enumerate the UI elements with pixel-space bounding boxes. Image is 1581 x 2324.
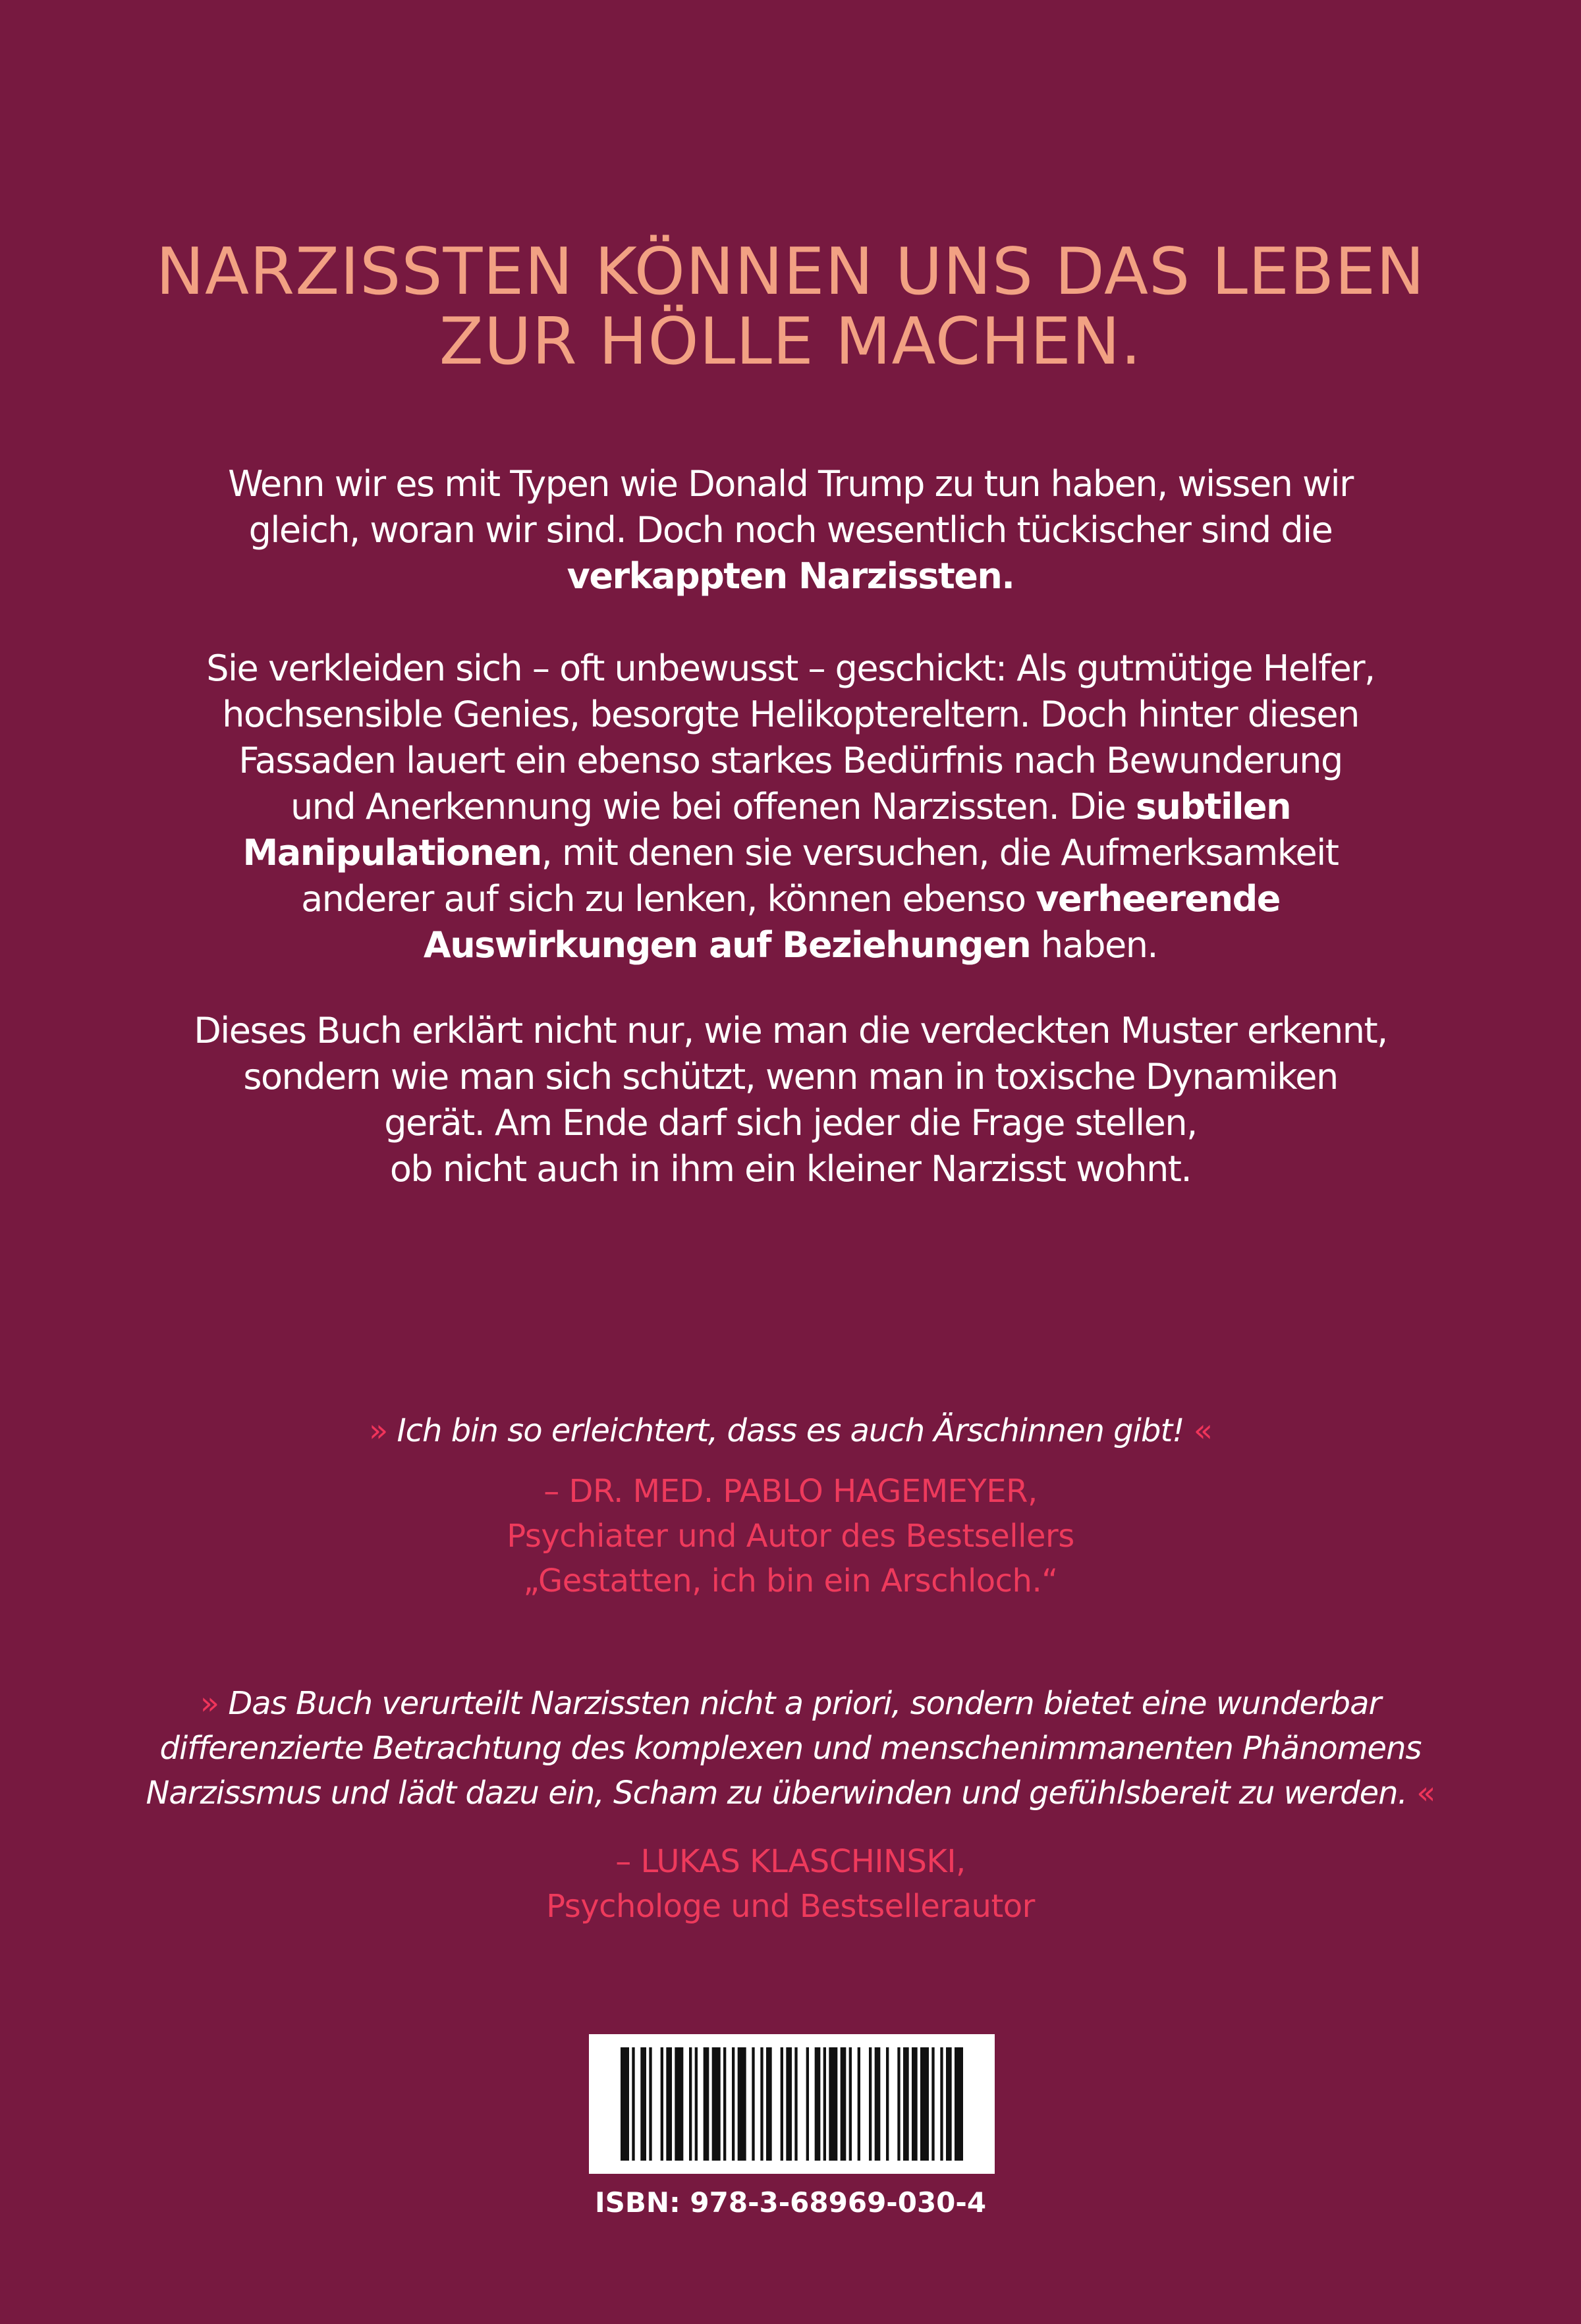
attribution-name: – DR. MED. PABLO HAGEMEYER,: [543, 1473, 1038, 1510]
barcode-bar: [849, 2047, 852, 2161]
barcode-bar: [903, 2047, 909, 2161]
barcode-bar: [675, 2047, 683, 2161]
barcode-bar: [712, 2047, 721, 2161]
testimonial-quote-1: [0, 1408, 1581, 1453]
bold-phrase: Auswirkungen auf Beziehungen: [423, 924, 1031, 966]
barcode-bar: [649, 2047, 652, 2161]
barcode-bar: [823, 2047, 826, 2161]
attribution-role: Psychologe und Bestsellerautor: [546, 1888, 1035, 1925]
barcode-bar: [931, 2047, 934, 2161]
quote-text: differenzierte Betrachtung des komplexen und menschenimmanenten Phänomens: [159, 1730, 1422, 1767]
barcode-bar: [794, 2047, 797, 2161]
testimonial-quote-2: [0, 1681, 1581, 1815]
description-paragraph: [0, 646, 1581, 968]
barcode-bar: [897, 2047, 900, 2161]
testimonial-attribution-2: [0, 1839, 1581, 1929]
barcode-bar: [640, 2047, 646, 2161]
attribution-role: „Gestatten, ich bin ein Arschloch.“: [523, 1563, 1058, 1599]
barcode-icon: [621, 2047, 963, 2161]
headline: [0, 237, 1581, 377]
barcode-bar: [766, 2047, 772, 2161]
barcode-bar: [869, 2047, 872, 2161]
barcode-bar: [829, 2047, 837, 2161]
testimonial-attribution-1: [0, 1469, 1581, 1603]
barcode-bar: [806, 2047, 809, 2161]
barcode-bar: [752, 2047, 754, 2161]
barcode-bar: [704, 2047, 709, 2161]
paragraph-line: hochsensible Genies, besorgte Helikoptereltern. Doch hinter diesen: [222, 694, 1359, 735]
barcode: [589, 2034, 995, 2174]
barcode-bar: [912, 2047, 918, 2161]
paragraph-text: anderer auf sich zu lenken, können ebenso: [301, 878, 1036, 920]
paragraph-text: und Anerkennung wie bei offenen Narzissten. Die: [290, 786, 1136, 827]
quote-open-mark: »: [200, 1685, 229, 1722]
barcode-bar: [621, 2047, 629, 2161]
paragraph-line: Dieses Buch erklärt nicht nur, wie man die verdeckten Muster erkennt,: [194, 1010, 1387, 1051]
paragraph-line: Wenn wir es mit Typen wie Donald Trump zu tun haben, wissen wir: [228, 463, 1353, 505]
quote-open-mark: »: [368, 1412, 397, 1449]
closing-paragraph: [0, 1008, 1581, 1192]
bold-phrase: Manipulationen: [242, 832, 541, 873]
barcode-bar: [946, 2047, 952, 2161]
barcode-bar: [920, 2047, 929, 2161]
barcode-bar: [695, 2047, 698, 2161]
barcode-bar: [940, 2047, 943, 2161]
paragraph-line: gleich, woran wir sind. Doch noch wesentlich tückischer sind die: [248, 509, 1333, 551]
barcode-bar: [841, 2047, 846, 2161]
barcode-bar: [632, 2047, 634, 2161]
barcode-bar: [723, 2047, 726, 2161]
intro-paragraph: [0, 461, 1581, 599]
barcode-bar: [786, 2047, 792, 2161]
isbn-label: ISBN: 978-3-68969-030-4: [594, 2186, 987, 2219]
paragraph-text: haben.: [1030, 924, 1158, 966]
barcode-bar: [858, 2047, 860, 2161]
bold-phrase: verheerende: [1036, 878, 1280, 920]
barcode-bar: [760, 2047, 763, 2161]
barcode-bar: [738, 2047, 746, 2161]
barcode-bar: [875, 2047, 881, 2161]
headline-line-1: NARZISSTEN KÖNNEN UNS DAS LEBEN: [155, 235, 1426, 310]
headline-line-2: ZUR HÖLLE MACHEN.: [439, 304, 1142, 379]
paragraph-line: ob nicht auch in ihm ein kleiner Narzisst wohnt.: [389, 1148, 1192, 1190]
barcode-bar: [661, 2047, 663, 2161]
barcode-bar: [666, 2047, 672, 2161]
quote-close-mark: «: [1406, 1775, 1435, 1812]
barcode-bar: [815, 2047, 821, 2161]
barcode-bar: [689, 2047, 692, 2161]
paragraph-line: sondern wie man sich schützt, wenn man in toxische Dynamiken: [243, 1056, 1338, 1097]
bold-phrase: verkappten Narzissten.: [567, 555, 1014, 597]
paragraph-line: Sie verkleiden sich – oft unbewusst – geschickt: Als gutmütige Helfer,: [206, 648, 1375, 689]
quote-text: Narzissmus und lädt dazu ein, Scham zu überwinden und gefühlsbereit zu werden.: [146, 1775, 1407, 1812]
quote-close-mark: «: [1184, 1412, 1213, 1449]
quote-text: Ich bin so erleichtert, dass es auch Ärschinnen gibt!: [397, 1412, 1184, 1449]
barcode-bar: [732, 2047, 735, 2161]
attribution-name: – LUKAS KLASCHINSKI,: [615, 1843, 966, 1880]
paragraph-line: Fassaden lauert ein ebenso starkes Bedürfnis nach Bewunderung: [238, 740, 1343, 781]
barcode-bar: [886, 2047, 889, 2161]
attribution-role: Psychiater und Autor des Bestsellers: [507, 1518, 1074, 1555]
quote-text: Das Buch verurteilt Narzissten nicht a priori, sondern bietet eine wunderbar: [228, 1685, 1381, 1722]
barcode-bar: [781, 2047, 783, 2161]
paragraph-text: , mit denen sie versuchen, die Aufmerksamkeit: [541, 832, 1339, 873]
barcode-bar: [955, 2047, 963, 2161]
bold-phrase: subtilen: [1135, 786, 1291, 827]
paragraph-line: gerät. Am Ende darf sich jeder die Frage stellen,: [384, 1102, 1197, 1144]
